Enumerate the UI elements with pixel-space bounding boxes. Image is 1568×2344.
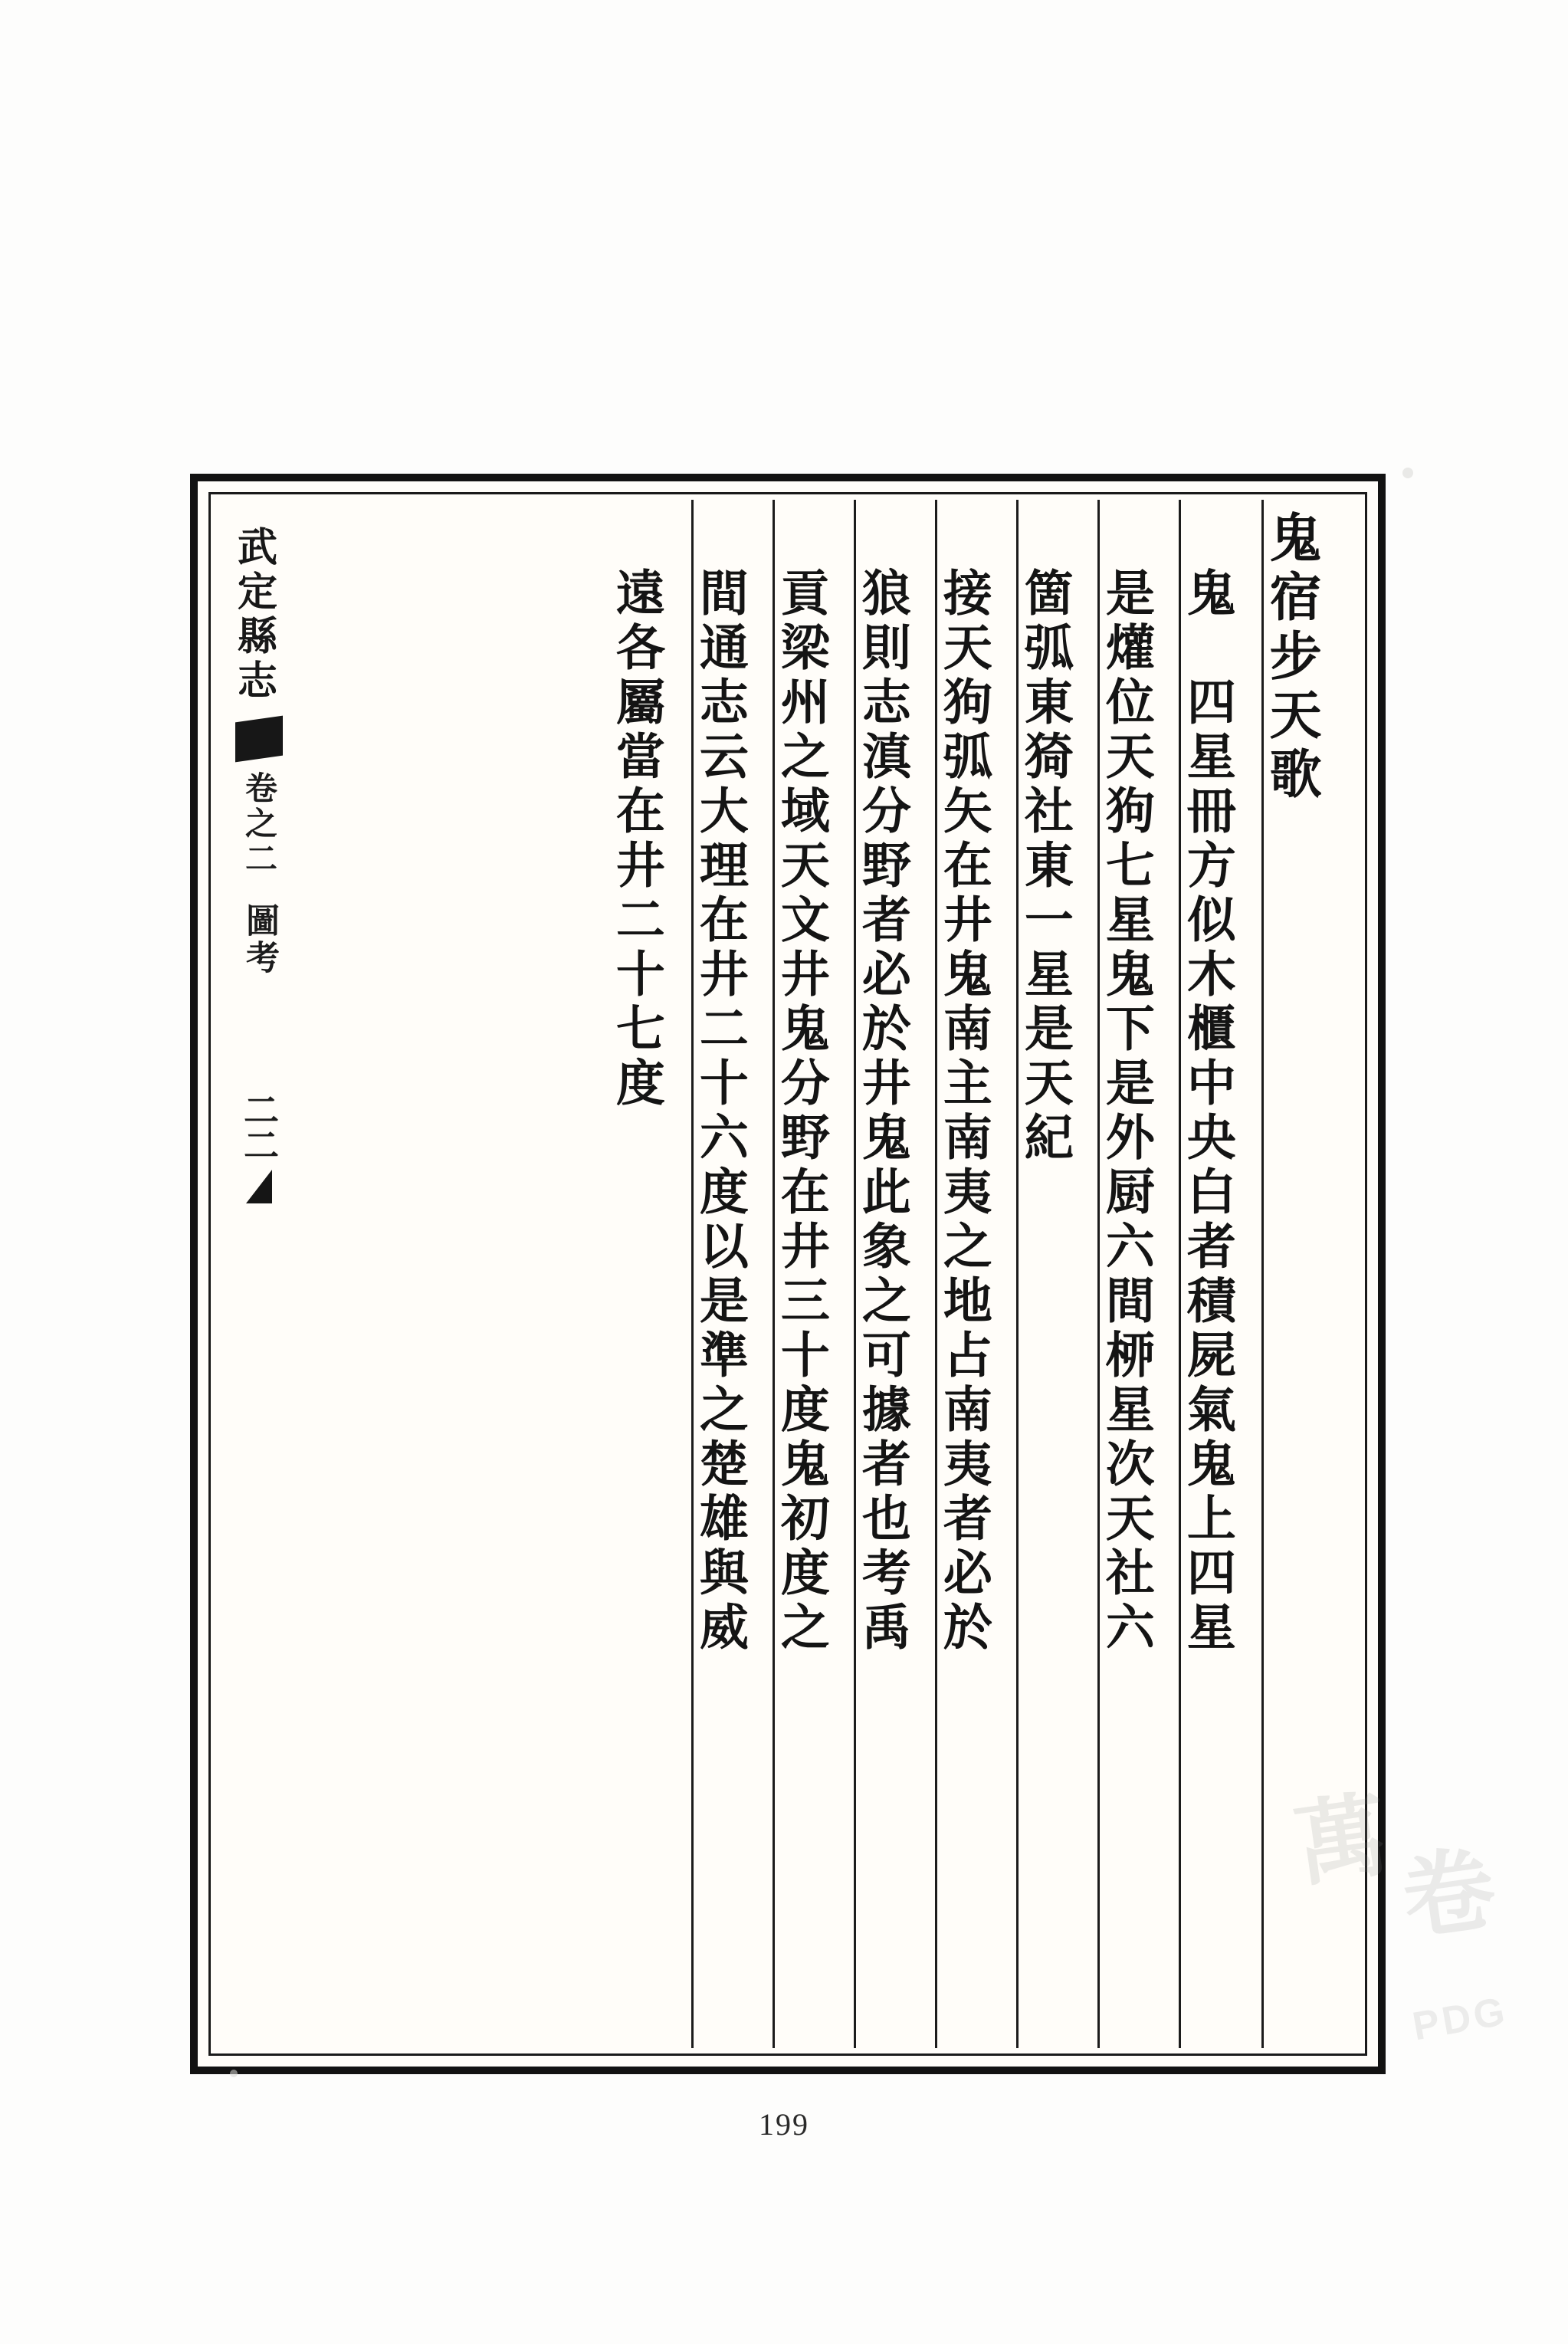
watermark-char-2: 卷 [1381,1838,1501,1945]
column-text: 接天狗弧矢在井鬼南主南夷之地占南夷者必於 [934,567,992,1656]
spine-ornament [235,716,283,763]
page-spine-banxin [216,506,302,2039]
column-1 [1179,500,1261,2048]
scan-speck [230,2070,238,2077]
column-text: 狼則志滇分野者必於井鬼此象之可據者也考禹 [853,567,911,1656]
column-text: 鬼 四星冊方似木櫃中央白者積屍氣鬼上四星 [1178,567,1236,1656]
column-text: 間通志云大理在井二十六度以是準之楚雄與威 [691,567,749,1656]
column-3 [1016,500,1097,2048]
folio-number: 二二 [238,1092,280,1162]
column-title [1261,500,1352,2048]
vertical-text-columns [224,500,1352,2048]
column-8 [607,500,691,2048]
column-2 [1097,500,1179,2048]
column-5 [854,500,935,2048]
column-7 [691,500,773,2048]
column-text: 貢梁州之域天文井鬼分野在井三十度鬼初度之 [772,567,830,1656]
book-title: 武定縣志 [230,526,277,704]
watermark-label: PDG [1409,1988,1512,2050]
column-text: 是爟位天狗七星鬼下是外厨六間桺星次天社六 [1097,567,1155,1656]
section-label: 圖考 [240,903,279,977]
page-number: 199 [759,2107,809,2142]
column-text: 箇弧東猗社東一星是天紀 [1015,567,1074,1166]
juan-label: 卷之二 [241,771,278,877]
column-4 [935,500,1016,2048]
column-6 [773,500,854,2048]
column-text: 遠各屬當在井二十七度 [607,567,665,1111]
spine-triangle-mark [246,1170,272,1203]
section-heading: 鬼宿步天歌 [1261,510,1323,806]
scan-speck [1402,468,1413,478]
